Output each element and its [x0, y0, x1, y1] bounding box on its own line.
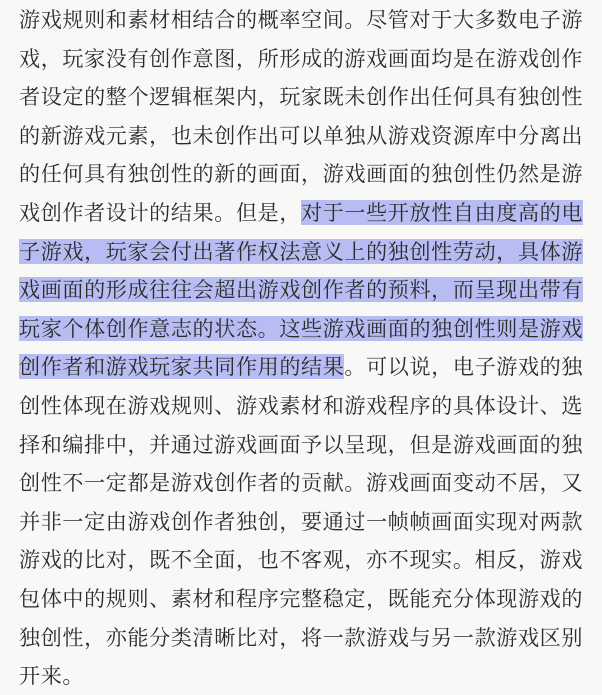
text-line[interactable]	[19, 657, 84, 695]
text-line[interactable]	[19, 619, 583, 657]
text-line[interactable]	[19, 194, 583, 232]
text-segment: 的新游戏元素，也未创作出可以单独从游戏资源库中分离出	[19, 122, 584, 148]
text-line[interactable]	[19, 503, 583, 541]
text-line[interactable]	[19, 348, 583, 386]
highlighted-text: 戏画面的形成往往会超出游戏创作者的预料，而呈现出带有	[19, 277, 584, 303]
highlighted-text: 玩家个体创作意志的状态。这些游戏画面的独创性则是游戏	[19, 315, 584, 341]
text-line[interactable]	[19, 271, 583, 309]
text-segment: 戏，玩家没有创作意图，所形成的游戏画面均是在游戏创作	[19, 45, 584, 71]
text-line[interactable]	[19, 1, 583, 39]
text-segment: 择和编排中，并通过游戏画面予以呈现，但是游戏画面的独	[19, 431, 584, 457]
text-line[interactable]	[19, 426, 583, 464]
text-line[interactable]	[19, 155, 583, 193]
text-line[interactable]	[19, 310, 583, 348]
text-line[interactable]	[19, 40, 583, 78]
text-segment: 创性体现在游戏规则、游戏素材和游戏程序的具体设计、选	[19, 393, 584, 418]
highlighted-text: 创作者和游戏玩家共同作用的结果	[19, 354, 345, 380]
text-segment: 游戏的比对，既不全面，也不客观，亦不现实。相反，游戏	[19, 547, 584, 573]
text-segment: 者设定的整个逻辑框架内，玩家既未创作出任何具有独创性	[19, 84, 584, 110]
text-line[interactable]	[19, 580, 583, 618]
text-line[interactable]	[19, 387, 583, 425]
text-segment: 游戏规则和素材相结合的概率空间。尽管对于大多数电子游	[19, 7, 584, 32]
text-segment: 戏创作者设计的结果。但是，	[19, 200, 302, 225]
text-segment: 的任何具有独创性的新的画面，游戏画面的独创性仍然是游	[19, 161, 584, 187]
text-line[interactable]	[19, 464, 583, 502]
text-line[interactable]	[19, 233, 583, 271]
text-segment: 包体中的规则、素材和程序完整稳定，既能充分体现游戏的	[19, 586, 584, 611]
text-segment: 并非一定由游戏创作者独创，要通过一帧帧画面实现对两款	[19, 508, 584, 534]
highlighted-text: 对于一些开放性自由度高的电	[301, 200, 584, 225]
text-line[interactable]	[19, 78, 583, 116]
text-line[interactable]	[19, 117, 583, 155]
text-segment: 开来。	[19, 663, 85, 689]
text-line[interactable]	[19, 541, 583, 579]
text-segment: 独创性，亦能分类清晰比对，将一款游戏与另一款游戏区别	[19, 624, 584, 650]
text-segment: 创性不一定都是游戏创作者的贡献。游戏画面变动不居，又	[19, 470, 584, 496]
highlighted-text: 子游戏，玩家会付出著作权法意义上的独创性劳动，具体游	[19, 238, 584, 264]
text-segment: 。可以说，电子游戏的独	[344, 354, 584, 380]
